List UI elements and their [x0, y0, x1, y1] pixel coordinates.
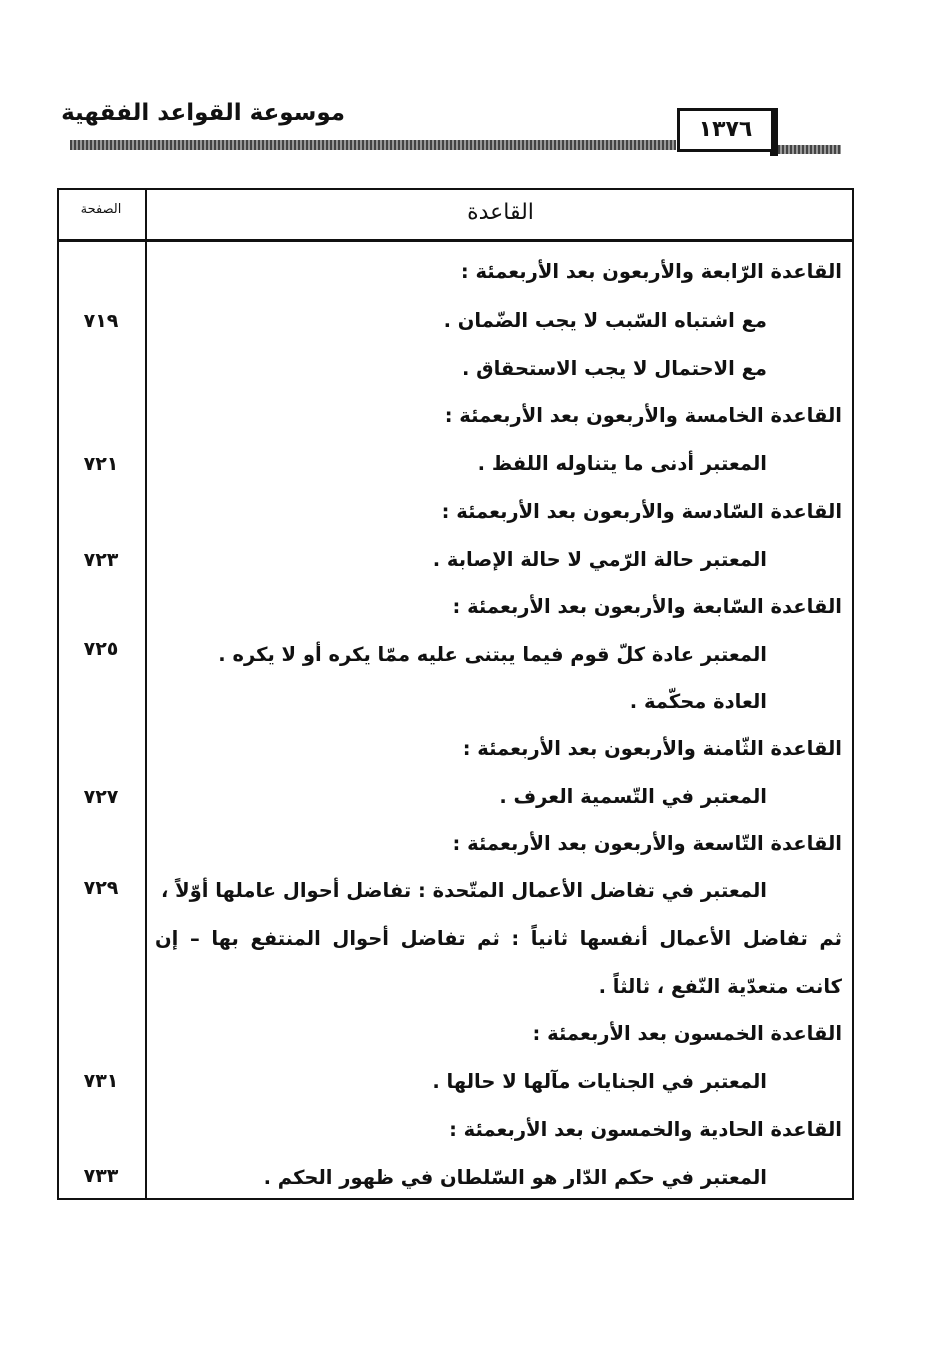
page-number: ١٣٧٦ [677, 108, 774, 152]
header-rule [70, 140, 676, 150]
rule-text: المعتبر في حكم الدّار هو السّلطان في ظهور الحكم . [263, 1166, 767, 1189]
rule-text: ثم تفاضل الأعمال أنفسها ثانياً : ثم تفاضل أحوال المنتفع بها – إن [155, 927, 842, 950]
rule-heading: القاعدة الخامسة والأربعون بعد الأربعمئة : [444, 404, 842, 427]
column-header-rule: القاعدة [467, 200, 534, 225]
page-ref: ٧٢٧ [83, 786, 119, 808]
rule-heading: القاعدة الرّابعة والأربعون بعد الأربعمئة : [460, 260, 842, 283]
rule-heading: القاعدة الخمسون بعد الأربعمئة : [532, 1022, 842, 1045]
rule-text: مع اشتباه السّبب لا يجب الضّمان . [443, 309, 767, 332]
rule-heading: القاعدة التّاسعة والأربعون بعد الأربعمئة : [452, 832, 842, 855]
rule-text: مع الاحتمال لا يجب الاستحقاق . [461, 357, 767, 380]
page-ref: ٧٣٣ [83, 1165, 119, 1187]
column-header-page: الصفحة [80, 202, 122, 217]
page-ref: ٧٢٥ [83, 638, 119, 660]
rule-text: المعتبر في تفاضل الأعمال المتّحدة : تفاضل أحوال عاملها أوّلاً ، [160, 879, 767, 902]
rule-text: المعتبر أدنى ما يتناوله اللفظ . [477, 452, 767, 475]
rule-text: المعتبر عادة كلّ قوم فيما يبتنى عليه ممّا يكره أو لا يكره . [218, 643, 767, 666]
rule-text: المعتبر حالة الرّمي لا حالة الإصابة . [432, 548, 767, 571]
rule-text: كانت متعدّية النّفع ، ثالثاً . [598, 975, 842, 998]
header-rule-right [778, 145, 841, 154]
page-ref: ٧١٩ [83, 310, 119, 332]
rule-text: المعتبر في الجنايات مآلها لا حالها . [432, 1070, 767, 1093]
rule-heading: القاعدة الحادية والخمسون بعد الأربعمئة : [449, 1118, 842, 1141]
column-divider [145, 188, 147, 1200]
page-ref: ٧٢٣ [83, 549, 119, 571]
rule-heading: القاعدة الثّامنة والأربعون بعد الأربعمئة : [462, 737, 842, 760]
rule-text: المعتبر في التّسمية العرف . [499, 785, 767, 808]
rule-heading: القاعدة السّادسة والأربعون بعد الأربعمئة : [441, 500, 842, 523]
page-ref: ٧٣١ [83, 1070, 119, 1092]
rule-heading: القاعدة السّابعة والأربعون بعد الأربعمئة : [452, 595, 842, 618]
book-title: موسوعة القواعد الفقهية [61, 100, 345, 126]
page-ref: ٧٢٩ [83, 877, 119, 899]
rule-text: العادة محكّمة . [629, 690, 767, 713]
header-row-divider [57, 239, 854, 242]
page-ref: ٧٢١ [83, 453, 119, 475]
